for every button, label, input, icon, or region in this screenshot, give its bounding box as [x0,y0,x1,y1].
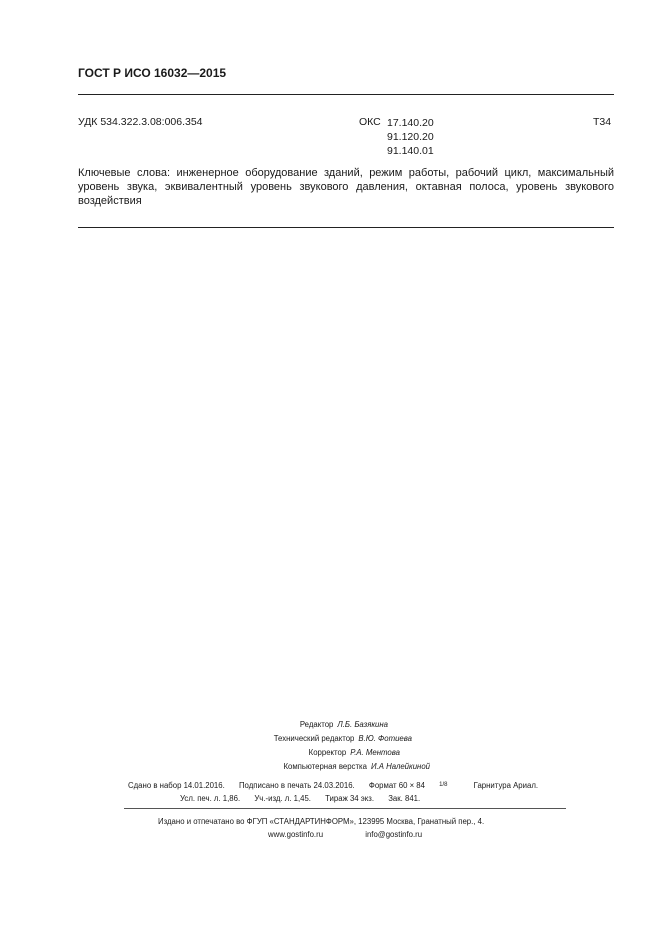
document-header: ГОСТ Р ИСО 16032—2015 [78,66,227,80]
typeface: Гарнитура Ариал. [473,781,539,790]
credit-name: Л.Б. Базякина [337,720,388,729]
sent-to-typeset: Сдано в набор 14.01.2016. [128,781,225,790]
header-rule [78,94,614,95]
udk-code: УДК 534.322.3.08:006.354 [78,116,203,128]
credit-name: В.Ю. Фотиева [358,734,412,743]
oks-code: 91.140.01 [387,145,434,157]
credits-block [230,718,430,774]
contacts-line [268,830,434,839]
conventional-sheets: Усл. печ. л. 1,86. [180,794,241,803]
oks-code: 17.140.20 [387,117,434,129]
publication-line-2 [180,794,432,803]
oks-label: ОКС [359,116,381,128]
publisher-line: Издано и отпечатано во ФГУП «СТАНДАРТИНФОРМ», 123995 Москва, Гранатный пер., 4. [158,817,485,826]
publication-line-1 [128,781,550,790]
credit-layout [230,760,430,774]
credit-proofreader [230,746,430,760]
keywords-rule [78,227,614,228]
classification-code: Т34 [593,116,612,128]
oks-codes [387,116,434,158]
order-number: Зак. 841. [388,794,421,803]
print-run: Тираж 34 экз. [325,794,375,803]
imprint-rule [124,808,566,809]
publishing-sheets: Уч.-изд. л. 1,45. [254,794,311,803]
signed-to-print: Подписано в печать 24.03.2016. [238,781,355,790]
keywords-paragraph: Ключевые слова: инженерное оборудование зданий, режим работы, рабочий цикл, максимальный уровень звука, эквивалентный уровень звукового давления, октавная полоса, уровень звукового воздействия [78,167,614,207]
format-fraction: 1/8 [439,782,448,788]
credit-role: Технический редактор [273,734,355,743]
website-link[interactable]: www.gostinfo.ru [268,830,324,839]
print-format: Формат 60 × 84 $^{1/8}$ [368,781,448,790]
oks-code: 91.120.20 [387,131,434,143]
credit-name: Р.А. Ментова [350,748,400,757]
credit-tech-editor [230,732,430,746]
credit-role: Компьютерная верстка [283,762,367,771]
credit-role: Редактор [299,720,334,729]
credit-editor [230,718,430,732]
credit-role: Корректор [308,748,347,757]
credit-name: И.А Налейкиной [370,762,430,771]
email-link[interactable]: info@gostinfo.ru [365,830,423,839]
